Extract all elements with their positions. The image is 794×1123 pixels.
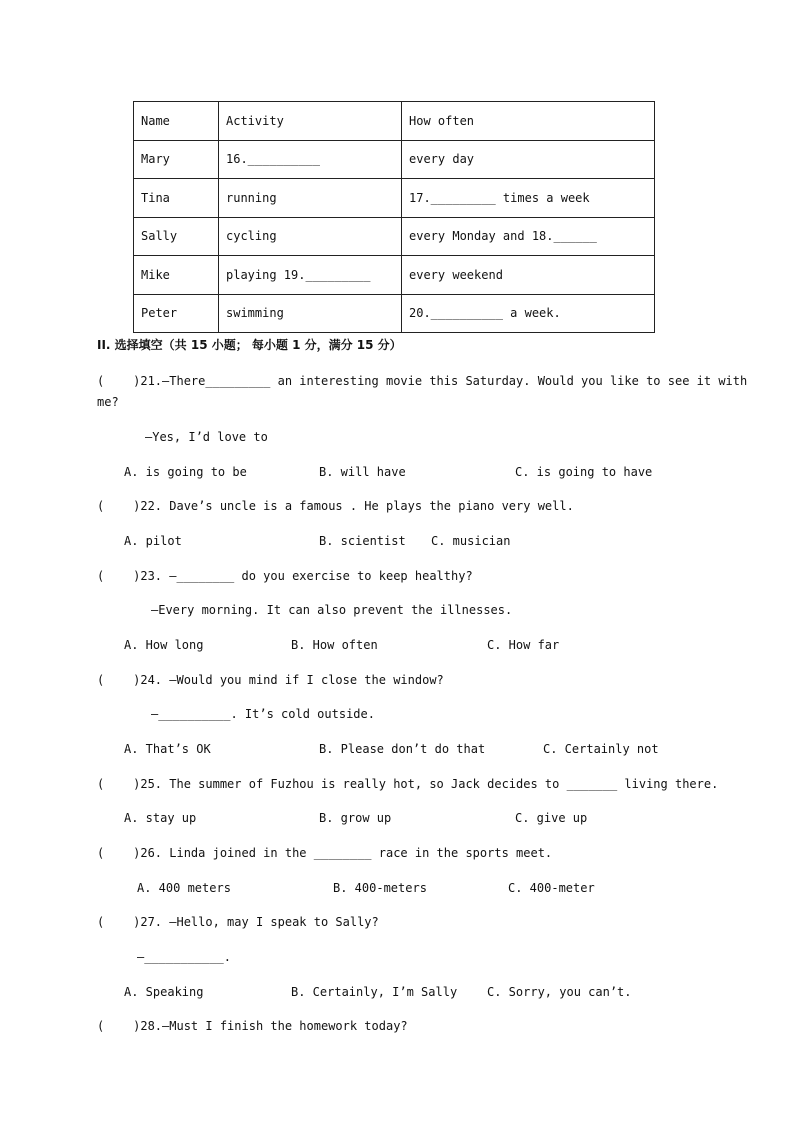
- table-row: [134, 294, 655, 333]
- question-21-option-b[interactable]: B. will have: [319, 465, 406, 479]
- table-row: [134, 179, 655, 218]
- table-cell: swimming: [219, 294, 402, 333]
- table-cell: Tina: [134, 179, 219, 218]
- question-27-option-a[interactable]: A. Speaking: [124, 985, 204, 999]
- question-24-option-a[interactable]: A. That’s OK: [124, 742, 211, 756]
- question-23-option-a[interactable]: A. How long: [124, 638, 204, 652]
- question-27-option-b[interactable]: B. Certainly, I’m Sally: [291, 985, 458, 999]
- question-26-option-c[interactable]: C. 400-meter: [508, 881, 595, 895]
- table-cell: Mike: [134, 256, 219, 295]
- question-26-option-a[interactable]: A. 400 meters: [137, 881, 231, 895]
- question-23-stem: ( )23. —________ do you exercise to keep healthy?: [97, 569, 473, 583]
- question-21-stem-continued: me?: [97, 395, 119, 409]
- table-cell: cycling: [219, 217, 402, 256]
- question-22-option-b[interactable]: B. scientist: [319, 534, 406, 548]
- table-row: [134, 140, 655, 179]
- question-23-option-c[interactable]: C. How far: [487, 638, 560, 652]
- table-cell: Mary: [134, 140, 219, 179]
- section-heading: II. 选择填空（共 15 小题； 每小题 1 分，满分 15 分）: [97, 338, 402, 352]
- question-25-option-c[interactable]: C. give up: [515, 811, 588, 825]
- question-21-option-c[interactable]: C. is going to have: [515, 465, 653, 479]
- table-cell: every Monday and 18.______: [402, 217, 655, 256]
- question-21-reply: —Yes, I’d love to: [145, 430, 268, 444]
- question-24-stem: ( )24. —Would you mind if I close the window?: [97, 673, 444, 687]
- question-22-stem: ( )22. Dave’s uncle is a famous . He plays the piano very well.: [97, 499, 574, 513]
- table-cell: playing 19._________: [219, 256, 402, 295]
- table-cell: every day: [402, 140, 655, 179]
- question-24-option-b[interactable]: B. Please don’t do that: [319, 742, 486, 756]
- question-27-stem: ( )27. —Hello, may I speak to Sally?: [97, 915, 379, 929]
- question-22-option-c[interactable]: C. musician: [431, 534, 511, 548]
- table-cell: 16.__________: [219, 140, 402, 179]
- question-24-reply: —__________. It’s cold outside.: [151, 707, 375, 721]
- table-header-cell: How often: [402, 102, 655, 141]
- question-28-stem: ( )28.—Must I finish the homework today?: [97, 1019, 408, 1033]
- question-26-option-b[interactable]: B. 400-meters: [333, 881, 427, 895]
- question-27-reply: —___________.: [137, 950, 231, 964]
- activity-table: [133, 101, 655, 333]
- table-row: [134, 217, 655, 256]
- question-21-option-a[interactable]: A. is going to be: [124, 465, 247, 479]
- question-27-option-c[interactable]: C. Sorry, you can’t.: [487, 985, 632, 999]
- question-25-option-a[interactable]: A. stay up: [124, 811, 197, 825]
- table-cell: Peter: [134, 294, 219, 333]
- question-22-option-a[interactable]: A. pilot: [124, 534, 182, 548]
- table-header-cell: Activity: [219, 102, 402, 141]
- question-25-option-b[interactable]: B. grow up: [319, 811, 392, 825]
- question-23-option-b[interactable]: B. How often: [291, 638, 378, 652]
- table-cell: every weekend: [402, 256, 655, 295]
- question-23-reply: —Every morning. It can also prevent the illnesses.: [151, 603, 513, 617]
- table-header-cell: Name: [134, 102, 219, 141]
- table-header-row: [134, 102, 655, 141]
- question-21-stem: ( )21.—There_________ an interesting movie this Saturday. Would you like to see it with: [97, 374, 748, 388]
- table-cell: 20.__________ a week.: [402, 294, 655, 333]
- question-24-option-c[interactable]: C. Certainly not: [543, 742, 659, 756]
- table-row: [134, 256, 655, 295]
- question-25-stem: ( )25. The summer of Fuzhou is really hot, so Jack decides to _______ living there.: [97, 777, 719, 791]
- table-cell: running: [219, 179, 402, 218]
- table-cell: Sally: [134, 217, 219, 256]
- question-26-stem: ( )26. Linda joined in the ________ race in the sports meet.: [97, 846, 553, 860]
- table-cell: 17._________ times a week: [402, 179, 655, 218]
